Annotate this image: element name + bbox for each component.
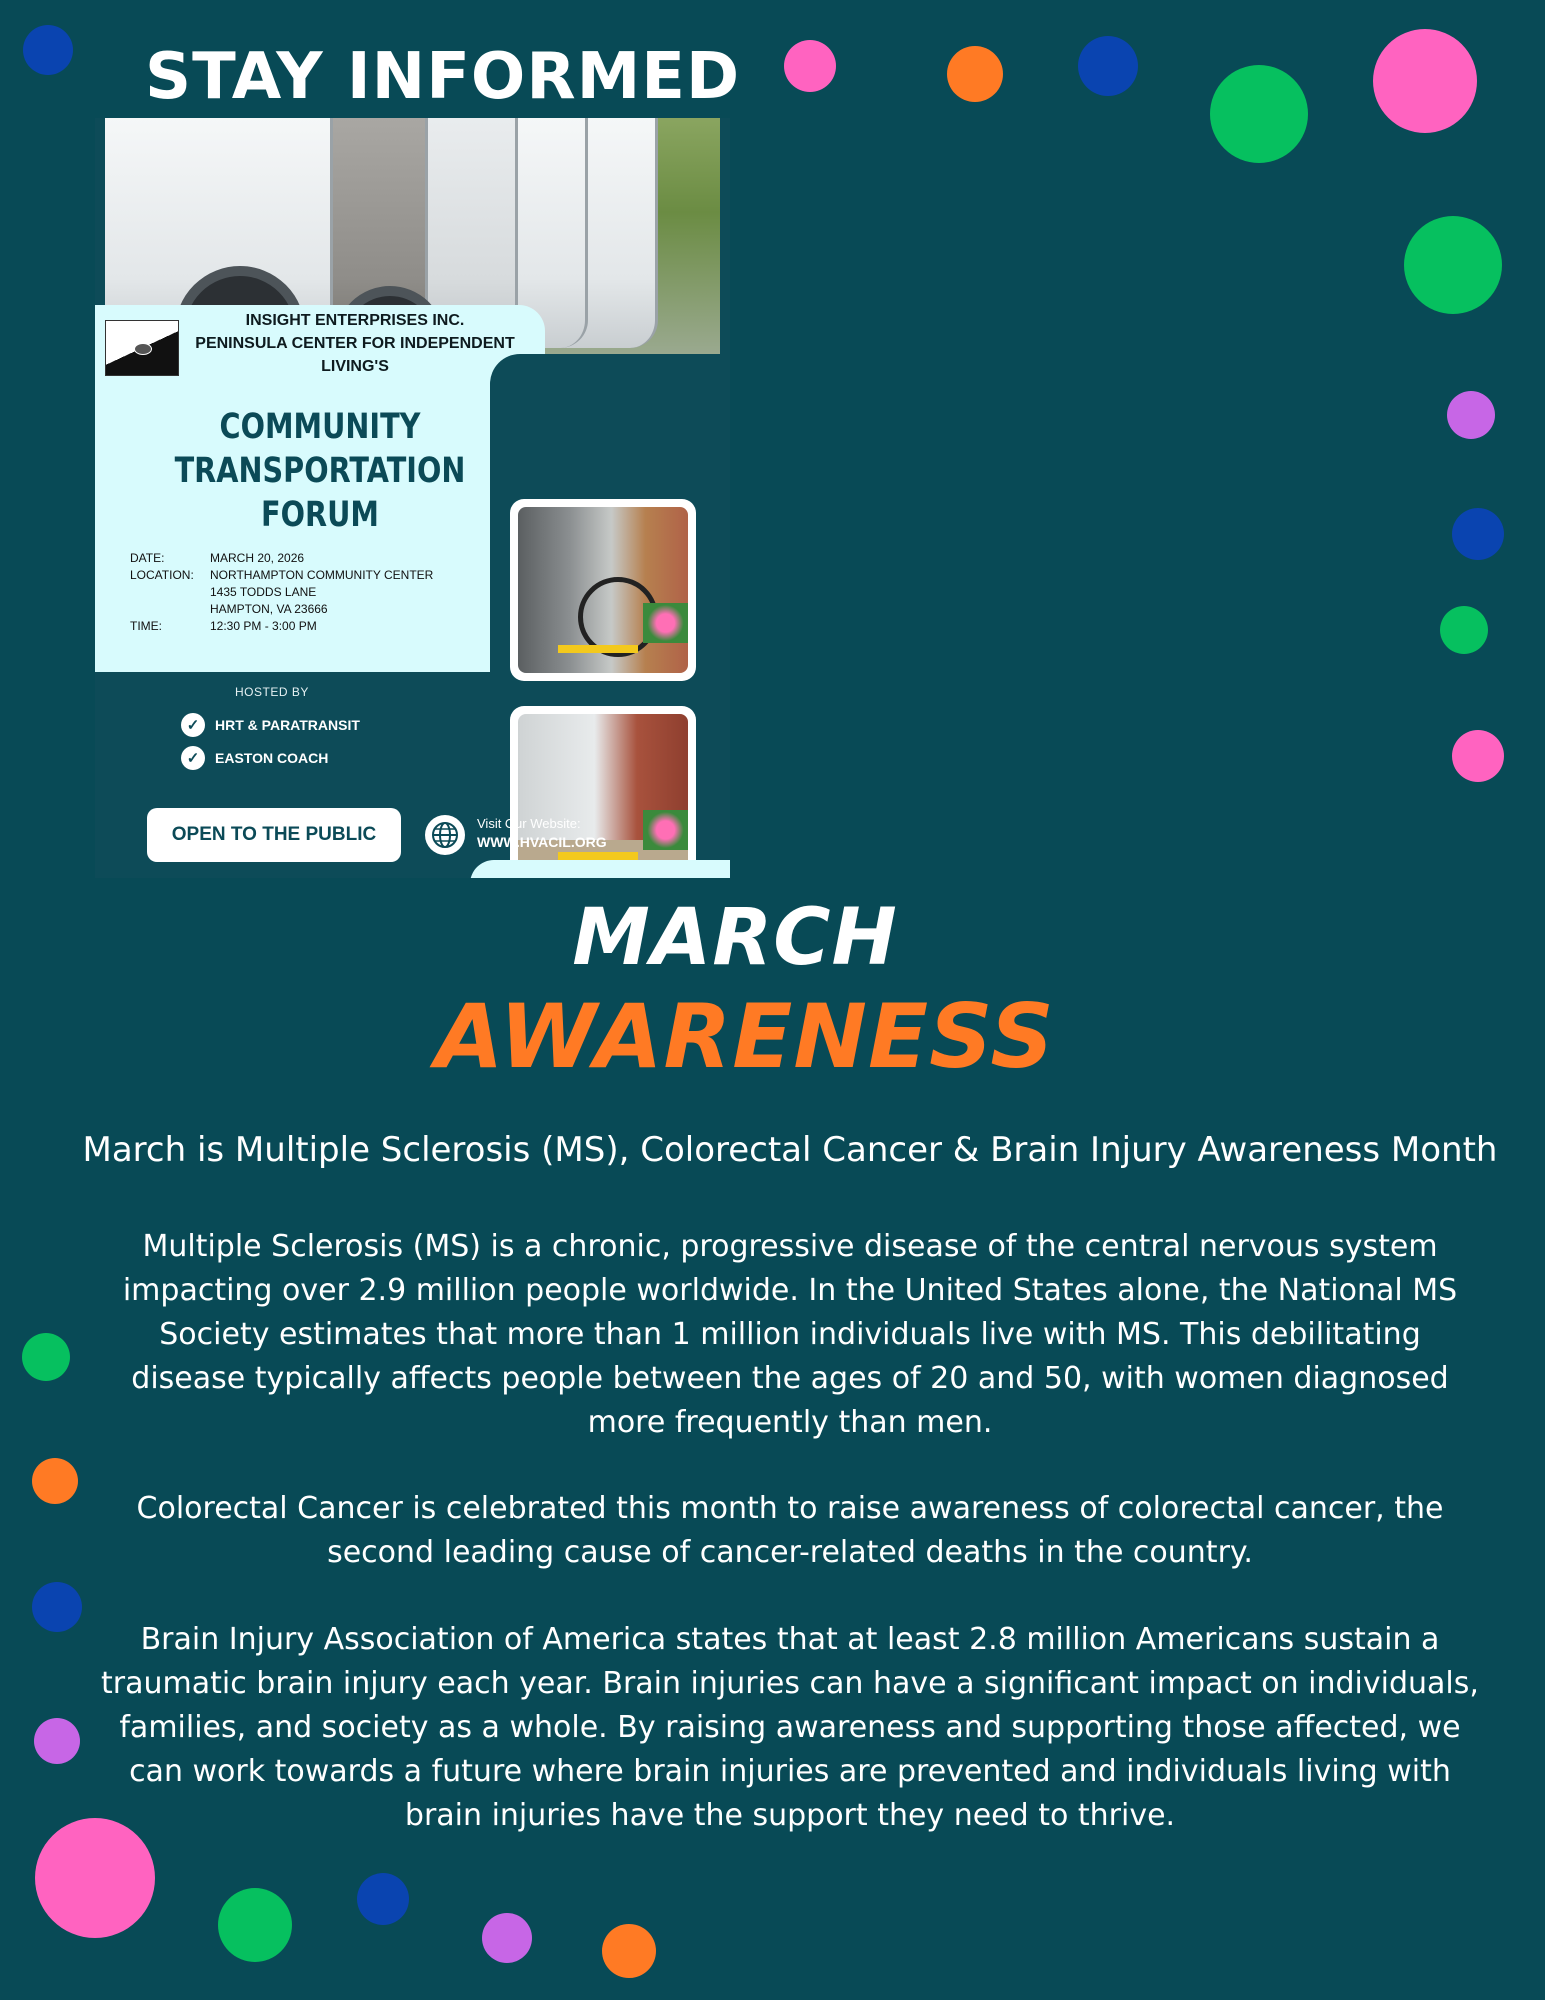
event-flyer (95, 118, 730, 878)
decor-dot (482, 1913, 532, 1963)
detail-value: NORTHAMPTON COMMUNITY CENTER 1435 TODDS LANE HAMPTON, VA 23666 (210, 568, 434, 616)
website-label: Visit Our Website: (477, 816, 581, 831)
detail-value: MARCH 20, 2026 (210, 551, 305, 565)
decor-dot (1440, 606, 1488, 654)
ms-paragraph: Multiple Sclerosis (MS) is a chronic, progressive disease of the central nervous system impacting over 2.9 million people worldwide. In the United States alone, the National MS Society estimates that more than 1 million individuals live with MS. This debilitating disease typically affects people between the ages of 20 and 50, with women diagnosed more frequently than men. (122, 1229, 1458, 1440)
detail-value: 12:30 PM - 3:00 PM (210, 619, 317, 633)
detail-time (130, 618, 433, 635)
decor-dot (784, 40, 836, 92)
decor-dot (34, 1718, 80, 1764)
decor-dot (1078, 36, 1138, 96)
awareness-heading: AWARENESS (435, 985, 1055, 1088)
colorectal-paragraph: Colorectal Cancer is celebrated this month to raise awareness of colorectal cancer, the second leading cause of cancer-related deaths in the country. (136, 1491, 1444, 1570)
website-link[interactable]: WWW.HVACIL.ORG (477, 834, 607, 850)
decor-dot (1452, 730, 1504, 782)
decor-dot (32, 1458, 78, 1504)
host-item (181, 746, 328, 770)
decor-dot (1373, 29, 1477, 133)
check-circle-icon: ✓ (181, 746, 205, 770)
org-logo (105, 320, 179, 376)
wheelchair-lift-photo (510, 499, 696, 681)
decor-dot (602, 1924, 656, 1978)
host-name: HRT & PARATRANSIT (215, 717, 360, 733)
awareness-subtitle: March is Multiple Sclerosis (MS), Colorectal Cancer & Brain Injury Awareness Month (82, 1130, 1498, 1170)
hosted-by-label: HOSTED BY (235, 685, 309, 699)
decor-dot (1404, 216, 1502, 314)
globe-icon (425, 815, 465, 855)
van-lift-photo (510, 706, 696, 878)
event-details (130, 550, 433, 635)
decor-dot (32, 1582, 82, 1632)
open-to-public-badge: OPEN TO THE PUBLIC (147, 808, 401, 862)
brain-injury-paragraph: Brain Injury Association of America states that at least 2.8 million Americans sustain a traumatic brain injury each year. Brain injuries can have a significant impact on individuals, families, and society as a whole. By raising awareness and supporting those affected, we can work towards a future where brain injuries are prevented and individuals living with brain injuries have the support they need to thrive. (101, 1622, 1479, 1833)
decor-dot (22, 1333, 70, 1381)
flyer-corner-accent (470, 860, 730, 878)
decor-dot (218, 1888, 292, 1962)
detail-location (130, 567, 433, 618)
org-name: INSIGHT ENTERPRISES INC. PENINSULA CENTER FOR INDEPENDENT LIVING'S (195, 312, 515, 375)
host-name: EASTON COACH (215, 750, 329, 766)
march-heading: MARCH (572, 893, 898, 983)
decor-dot (357, 1873, 409, 1925)
photo-panel (490, 354, 730, 878)
decor-dot (947, 46, 1003, 102)
detail-date (130, 550, 433, 567)
detail-label: DATE: (130, 551, 165, 565)
host-item (181, 713, 360, 737)
website-block (477, 815, 607, 851)
decor-dot (23, 25, 73, 75)
page-title: STAY INFORMED (145, 40, 741, 114)
event-info-card (95, 305, 545, 672)
decor-dot (1447, 391, 1495, 439)
check-circle-icon: ✓ (181, 713, 205, 737)
globe-icon-graphic (430, 820, 460, 850)
event-title: COMMUNITY TRANSPORTATION FORUM (174, 407, 466, 535)
detail-label: TIME: (130, 619, 162, 633)
decor-dot (1452, 508, 1504, 560)
detail-label: LOCATION: (130, 568, 194, 582)
decor-dot (1210, 65, 1308, 163)
